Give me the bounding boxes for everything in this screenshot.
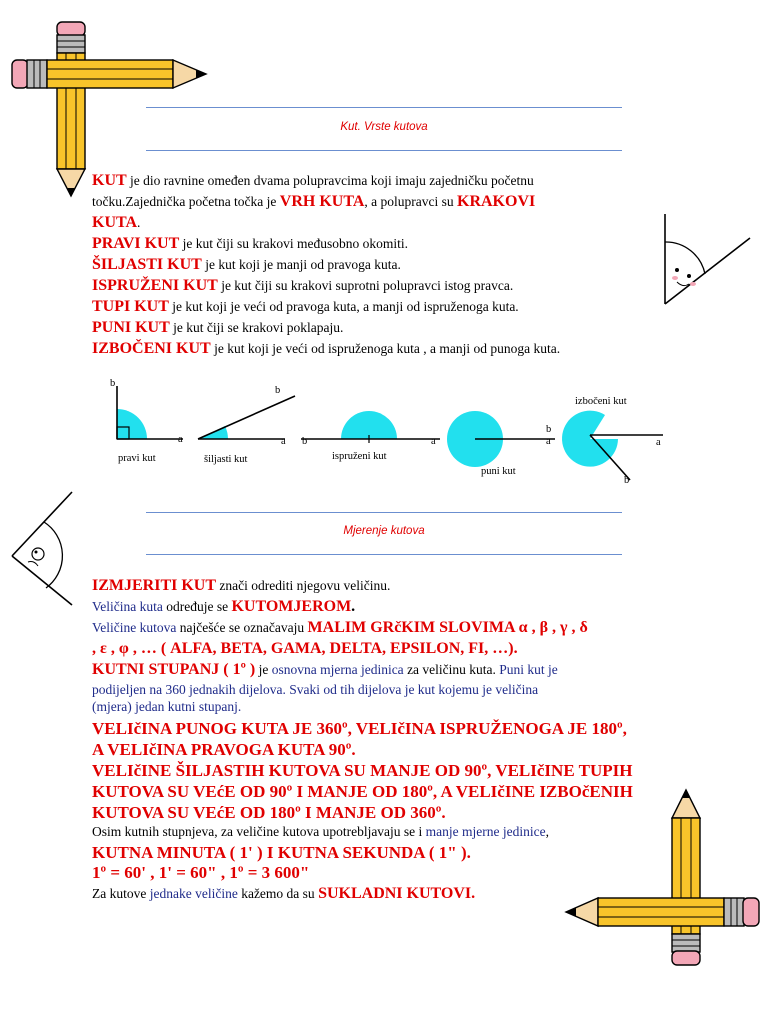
intro-text: je dio ravnine omeđen dvama polupravcima koji imaju zajedničku početnu <box>126 173 534 188</box>
definition-text: je kut koji je manji od pravoga kuta. <box>201 257 401 272</box>
definition-term: ŠILJASTI KUT <box>92 256 202 273</box>
intro-line-2 <box>92 193 535 211</box>
intro-text: , a polupravci su <box>364 194 457 209</box>
term-kut: KUT <box>92 172 127 189</box>
intro-text: . <box>137 215 141 230</box>
intro-line-1 <box>92 172 534 190</box>
angle-face-left-icon <box>8 490 78 610</box>
measure-text: kažemo da su <box>237 886 319 901</box>
intro-line-3 <box>92 214 140 232</box>
angle-face-icon <box>655 212 755 312</box>
definition-item <box>92 235 408 253</box>
definition-text: je kut koji je veći od ispruženoga kuta , a manji od punoga kuta. <box>210 341 561 356</box>
measure-blue-text: Veličina kuta <box>92 599 163 614</box>
measure-line <box>92 824 549 840</box>
term-grcka-slova: MALIM GRčKIM SLOVIMA α , β , γ , δ <box>307 619 588 636</box>
axis-b-label: b <box>546 424 552 435</box>
measure-blue-text: jednake veličine <box>149 886 238 901</box>
measure-text: određuje se <box>162 599 232 614</box>
divider <box>146 512 622 513</box>
definition-item <box>92 319 343 337</box>
measure-blue-text: osnovna mjerna jedinica <box>271 662 404 677</box>
measure-line <box>92 661 558 679</box>
measure-blue-text: manje mjerne jedinice <box>425 824 546 839</box>
measure-blue-text: Veličine kutova <box>92 620 177 635</box>
axis-a-label: a <box>431 436 436 447</box>
definition-item <box>92 298 519 316</box>
definition-item <box>92 340 560 358</box>
measure-text: najčešće se označavaju <box>176 620 308 635</box>
section-title-mjerenje: Mjerenje kutova <box>343 525 425 537</box>
measure-statement: KUTOVA SU VEćE OD 180º I MANJE OD 360º. <box>92 803 446 822</box>
measure-statement: VELIčINA PUNOG KUTA JE 360º, VELIčINA ISPRUŽENOGA JE 180º, <box>92 719 627 738</box>
term-krakovi: KRAKOVI <box>457 193 536 210</box>
definition-term: PRAVI KUT <box>92 235 180 252</box>
intro-text: točku.Zajednička početna točka je <box>92 194 280 209</box>
measure-statement: A VELIčINA PRAVOGA KUTA 90º. <box>92 740 356 759</box>
angle-types-diagram <box>95 378 675 488</box>
measure-line: (mjera) jedan kutni stupanj. <box>92 699 242 714</box>
definition-term: IZBOČENI KUT <box>92 340 211 357</box>
term-kutni-stupanj: KUTNI STUPANJ ( 1º ) <box>92 661 256 678</box>
divider <box>146 554 622 555</box>
measure-line <box>92 577 390 595</box>
measure-line <box>92 885 475 903</box>
axis-b-label: b <box>275 385 281 396</box>
straight-angle-arc <box>341 411 397 439</box>
measure-text: , <box>545 824 549 839</box>
label-izboceni-kut: izbočeni kut <box>575 396 627 407</box>
definition-term: ISPRUŽENI KUT <box>92 277 218 294</box>
divider <box>146 107 622 108</box>
measure-statement: KUTOVA SU VEćE OD 90º I MANJE OD 180º, A VELIčINE IZBOčENIH <box>92 782 633 801</box>
axis-b-label: b <box>302 436 308 447</box>
divider <box>146 150 622 151</box>
measure-text: za veličinu kuta. <box>403 662 500 677</box>
term-kutomjerom: KUTOMJEROM <box>231 598 352 615</box>
measure-text: je <box>255 662 272 677</box>
measure-text: znači odrediti njegovu veličinu. <box>216 578 391 593</box>
label-isprużeni-kut: ispruženi kut <box>332 451 387 462</box>
definition-term: PUNI KUT <box>92 319 170 336</box>
measure-line: podijeljen na 360 jednakih dijelova. Svaki od tih dijelova je kut kojemu je veličina <box>92 682 539 697</box>
definition-text: je kut čiji su krakovi međusobno okomiti. <box>179 236 409 251</box>
definition-term: TUPI KUT <box>92 298 169 315</box>
measure-statement: 1º = 60' , 1' = 60" , 1º = 3 600" <box>92 863 310 882</box>
measure-statement: VELIčINE ŠILJASTIH KUTOVA SU MANJE OD 90º, VELIčINE TUPIH <box>92 761 633 780</box>
definition-text: je kut čiji se krakovi poklapaju. <box>169 320 344 335</box>
definition-text: je kut čiji su krakovi suprotni polupravci istog pravca. <box>217 278 514 293</box>
measure-line <box>92 640 518 658</box>
term-izmjeriti-kut: IZMJERITI KUT <box>92 577 217 594</box>
definition-item <box>92 277 513 295</box>
definition-text: je kut koji je veći od pravoga kuta, a manji od ispruženoga kuta. <box>168 299 519 314</box>
label-pravi-kut: pravi kut <box>118 453 156 464</box>
section-title-kut: Kut. Vrste kutova <box>340 121 428 133</box>
measure-text: Za kutove <box>92 886 150 901</box>
measure-text: . <box>351 598 356 615</box>
right-angle-arc <box>117 409 147 439</box>
term-vrh-kuta: VRH KUTA <box>279 193 365 210</box>
definition-item <box>92 256 401 274</box>
measure-text: Osim kutnih stupnjeva, za veličine kutova upotrebljavaju se i <box>92 824 426 839</box>
pencil-cross-bottom-right-icon <box>562 788 762 978</box>
axis-a-label: a <box>546 436 551 447</box>
axis-a-label: a <box>178 434 183 445</box>
term-grcka-slova-nastavak: , ε , φ , … ( ALFA, BETA, GAMA, DELTA, EPSILON, FI, …). <box>92 640 518 657</box>
axis-b-label: b <box>624 475 630 486</box>
label-siljasti-kut: šiljasti kut <box>204 454 248 465</box>
axis-a-label: a <box>281 436 286 447</box>
term-kuta: KUTA <box>92 214 138 231</box>
label-puni-kut: puni kut <box>481 466 516 477</box>
measure-line <box>92 598 355 616</box>
measure-blue-text: Puni kut je <box>499 662 558 677</box>
term-sukladni-kutovi: SUKLADNI KUTOVI. <box>318 885 476 902</box>
axis-a-label: a <box>656 437 661 448</box>
measure-line <box>92 619 588 637</box>
axis-b-label: b <box>110 378 116 389</box>
measure-statement: KUTNA MINUTA ( 1' ) I KUTNA SEKUNDA ( 1" ). <box>92 843 471 862</box>
